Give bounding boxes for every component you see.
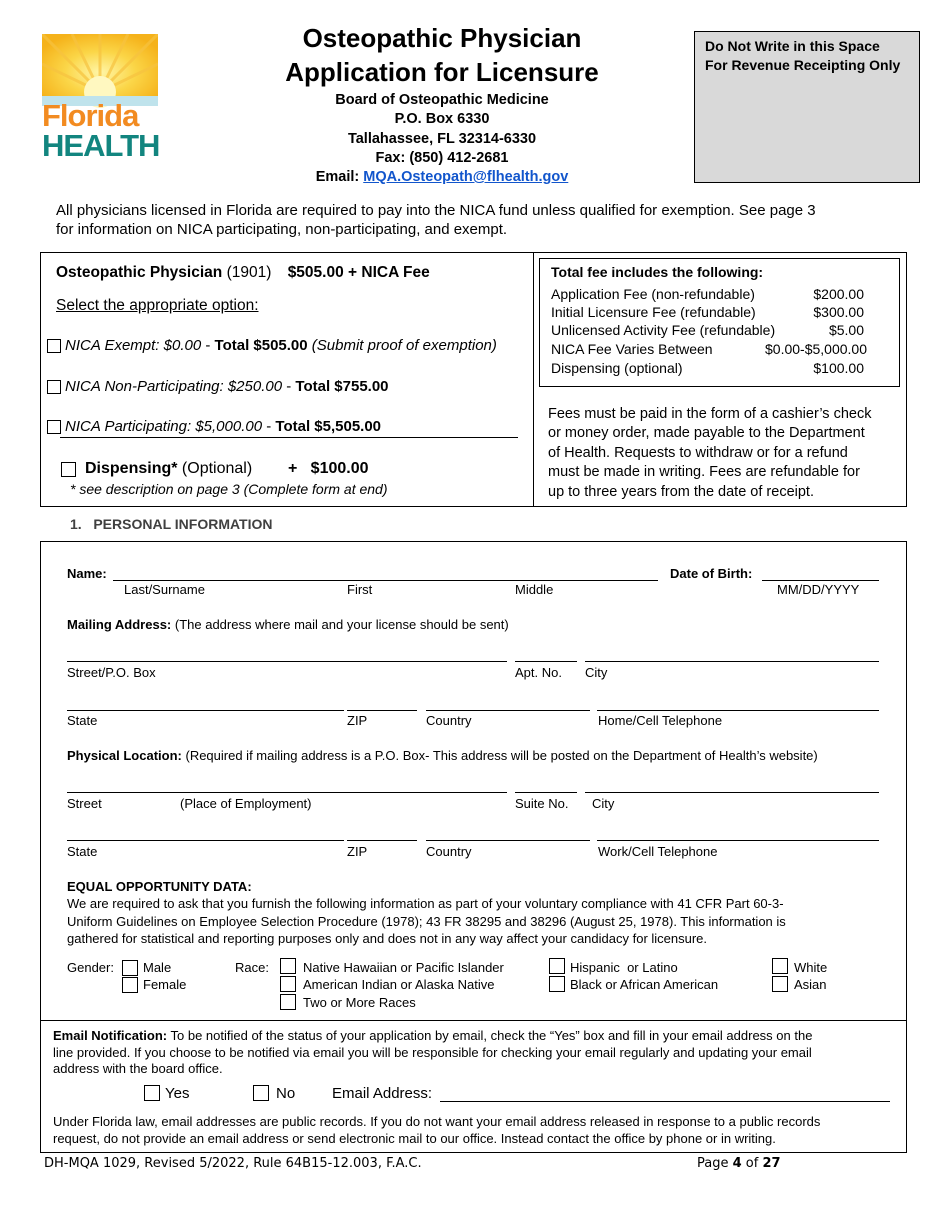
mail-country-label: Country — [426, 713, 472, 728]
phys-state-line[interactable] — [67, 840, 344, 841]
select-option-label: Select the appropriate option: — [56, 297, 259, 314]
race-black-checkbox[interactable] — [549, 976, 565, 992]
page-mid: of — [741, 1156, 763, 1171]
phys-street-label: Street — [67, 796, 102, 811]
phys-suite-line[interactable] — [515, 792, 577, 793]
nica-nonparticipating-total: Total $755.00 — [295, 378, 389, 395]
race-native-hawaiian-checkbox[interactable] — [280, 958, 296, 974]
mail-state-line[interactable] — [67, 710, 344, 711]
email-address-input-line[interactable] — [440, 1101, 890, 1102]
page-number — [697, 1155, 781, 1172]
email-no-label: No — [276, 1085, 296, 1102]
mail-zip-line[interactable] — [347, 710, 417, 711]
eeo-text-line: Uniform Guidelines on Employee Selection Procedure (1978); 43 FR 38295 and 38296 (August 25, 1978). This information is — [67, 914, 786, 929]
fee-item-amount: $100.00 — [813, 360, 864, 376]
phys-zip-line[interactable] — [347, 840, 417, 841]
race-white-checkbox[interactable] — [772, 958, 788, 974]
nica-exempt-label: NICA Exempt: $0.00 — [65, 337, 202, 354]
phys-phone-line[interactable] — [597, 840, 879, 841]
gender-male-checkbox[interactable] — [122, 960, 138, 976]
mail-apt-label: Apt. No. — [515, 665, 562, 680]
section-personal-information-heading: 1. PERSONAL INFORMATION — [70, 516, 273, 532]
email-notification-text — [53, 1028, 812, 1044]
nica-nonparticipating-option — [65, 378, 389, 396]
physical-location-desc: (Required if mailing address is a P.O. Box- This address will be posted on the Department of Health’s website) — [181, 748, 818, 763]
race-two-or-more-label: Two or More Races — [303, 995, 416, 1010]
mail-state-label: State — [67, 713, 98, 728]
mailing-address-heading — [67, 617, 509, 633]
email-line — [230, 168, 654, 186]
name-input-line[interactable] — [113, 580, 658, 581]
phys-city-line[interactable] — [585, 792, 879, 793]
dispensing-note: * see description on page 3 (Complete form at end) — [70, 481, 388, 497]
payment-note-line: up to three years from the date of receipt. — [548, 484, 814, 500]
nica-exempt-total: Total $505.00 — [214, 337, 308, 354]
logo-word-florida: Florida — [42, 98, 139, 133]
race-native-hawaiian-label: Native Hawaiian or Pacific Islander — [303, 960, 504, 975]
total-fee-box-title: Total fee includes the following: — [551, 264, 764, 280]
revenue-box-line1: Do Not Write in this Space — [705, 38, 880, 54]
race-asian-label: Asian — [794, 977, 827, 992]
email-notification-line: line provided. If you choose to be notified via email you will be responsible for checking your email regularly and updating your email — [53, 1045, 812, 1060]
fee-item-amount: $0.00-$5,000.00 — [765, 341, 867, 357]
mailing-address-label: Mailing Address: — [67, 617, 172, 632]
race-label: Race: — [235, 960, 269, 975]
fee-item-amount: $5.00 — [828, 322, 864, 338]
email-no-checkbox[interactable] — [253, 1085, 269, 1101]
gender-female-checkbox[interactable] — [122, 977, 138, 993]
phys-employment-label: (Place of Employment) — [180, 796, 312, 811]
nica-nonparticipating-sep: - — [282, 378, 296, 395]
nica-nonparticipating-checkbox[interactable] — [47, 380, 61, 394]
form-id: DH-MQA 1029, Revised 5/2022, Rule 64B15-12.003, F.A.C. — [44, 1156, 422, 1171]
email-notification-desc: To be notified of the status of your application by email, check the “Yes” box and fill in your email address on the — [167, 1028, 813, 1043]
payment-note-line: must be made in writing. Fees are refundable for — [548, 464, 860, 480]
dispensing-checkbox[interactable] — [61, 462, 76, 477]
race-hispanic-checkbox[interactable] — [549, 958, 565, 974]
mail-city-label: City — [585, 665, 608, 680]
email-label: Email: — [315, 169, 360, 185]
board-email-link[interactable]: MQA.Osteopath@flhealth.gov — [363, 169, 569, 185]
nica-participating-option — [65, 418, 381, 436]
profession-fee: $505.00 + NICA Fee — [287, 264, 430, 281]
name-sub-first: First — [347, 582, 373, 597]
profession-name: Osteopathic Physician — [56, 264, 223, 281]
dispensing-optional: (Optional) — [181, 460, 253, 477]
profession-code: (1901) — [226, 264, 272, 281]
race-black-label: Black or African American — [570, 977, 719, 992]
race-hispanic-label: Hispanic or Latino — [570, 960, 678, 975]
fee-item-name: Initial Licensure Fee (refundable) — [551, 304, 756, 320]
nica-participating-total: Total $5,505.00 — [275, 418, 382, 435]
phys-phone-label: Work/Cell Telephone — [598, 844, 718, 859]
page-title-line1: Osteopathic Physician — [302, 23, 582, 53]
fee-section-divider — [533, 252, 534, 507]
nica-participating-sep: - — [262, 418, 276, 435]
mail-phone-label: Home/Cell Telephone — [598, 713, 723, 728]
mail-phone-line[interactable] — [597, 710, 879, 711]
fax-number: Fax: (850) 412-2681 — [375, 150, 509, 166]
dispensing-label: Dispensing* — [85, 460, 178, 477]
page-title-line2: Application for Licensure — [285, 57, 599, 87]
public-records-line: request, do not provide an email address or send electronic mail to our office. Instead contact the office by phone or in writing. — [53, 1131, 776, 1146]
gender-label: Gender: — [67, 960, 114, 975]
gender-male-label: Male — [143, 960, 172, 975]
email-notification-line: address with the board office. — [53, 1061, 223, 1076]
fee-item-name: Dispensing (optional) — [551, 360, 683, 376]
mail-street-label: Street/P.O. Box — [67, 665, 156, 680]
nica-intro-line1: All physicians licensed in Florida are required to pay into the NICA fund unless qualified for exemption. See page 3 — [56, 202, 816, 219]
page-total: 27 — [762, 1156, 781, 1171]
fee-item-amount: $200.00 — [813, 286, 864, 302]
logo-word-health: HEALTH — [42, 128, 160, 163]
name-label: Name: — [67, 566, 107, 581]
phys-suite-label: Suite No. — [515, 796, 569, 811]
race-american-indian-checkbox[interactable] — [280, 976, 296, 992]
nica-participating-underline — [60, 437, 518, 438]
page-current: 4 — [732, 1156, 742, 1171]
race-american-indian-label: American Indian or Alaska Native — [303, 977, 495, 992]
mail-country-line[interactable] — [426, 710, 590, 711]
payment-note-line: of Health. Requests to withdraw or for a refund — [548, 445, 848, 461]
name-sub-last: Last/Surname — [124, 582, 205, 597]
nica-exempt-checkbox[interactable] — [47, 339, 61, 353]
email-yes-checkbox[interactable] — [144, 1085, 160, 1101]
physical-location-label: Physical Location: — [67, 748, 182, 763]
fee-item-name: Unlicensed Activity Fee (refundable) — [551, 322, 776, 338]
payment-note-line: or money order, made payable to the Department — [548, 425, 865, 441]
revenue-receipting-box — [694, 31, 920, 183]
phys-city-label: City — [592, 796, 615, 811]
nica-intro-line2: for information on NICA participating, non-participating, and exempt. — [56, 221, 508, 238]
race-asian-checkbox[interactable] — [772, 976, 788, 992]
dob-label: Date of Birth: — [670, 566, 753, 581]
physical-location-heading — [67, 748, 818, 764]
po-box: P.O. Box 6330 — [394, 111, 490, 127]
race-white-label: White — [794, 960, 828, 975]
gender-female-label: Female — [143, 977, 187, 992]
eeo-heading: EQUAL OPPORTUNITY DATA: — [67, 879, 252, 894]
phys-country-line[interactable] — [426, 840, 590, 841]
email-address-label: Email Address: — [332, 1085, 433, 1102]
dob-input-line[interactable] — [762, 580, 879, 581]
mail-apt-line[interactable] — [515, 661, 577, 662]
phys-zip-label: ZIP — [347, 844, 368, 859]
mailing-address-desc: (The address where mail and your license should be sent) — [171, 617, 509, 632]
phys-country-label: Country — [426, 844, 472, 859]
revenue-box-line2: For Revenue Receipting Only — [705, 57, 901, 73]
city-address: Tallahassee, FL 32314-6330 — [347, 131, 537, 147]
name-sub-middle: Middle — [515, 582, 554, 597]
public-records-line: Under Florida law, email addresses are public records. If you do not want your email address released in response to a public records — [53, 1114, 821, 1129]
phys-street-line[interactable] — [67, 792, 507, 793]
payment-note-line: Fees must be paid in the form of a cashier’s check — [548, 406, 872, 422]
email-notification-label: Email Notification: — [53, 1028, 168, 1043]
nica-participating-checkbox[interactable] — [47, 420, 61, 434]
fee-item-name: NICA Fee Varies Between — [551, 341, 713, 357]
profession-line — [56, 263, 430, 282]
eeo-text-line: We are required to ask that you furnish the following information as part of your voluntary compliance with 41 CFR Part 60-3- — [67, 896, 784, 911]
nica-exempt-option — [65, 337, 497, 355]
dispensing-option — [85, 459, 252, 478]
phys-state-label: State — [67, 844, 98, 859]
nica-nonparticipating-label: NICA Non-Participating: $250.00 — [65, 378, 283, 395]
dob-format: MM/DD/YYYY — [777, 582, 860, 597]
fee-item-amount: $300.00 — [813, 304, 864, 320]
mail-street-line[interactable] — [67, 661, 507, 662]
mail-zip-label: ZIP — [347, 713, 368, 728]
email-yes-label: Yes — [165, 1085, 190, 1102]
board-name: Board of Osteopathic Medicine — [335, 92, 549, 108]
nica-exempt-note: (Submit proof of exemption) — [307, 337, 497, 354]
nica-exempt-sep: - — [201, 337, 215, 354]
eeo-text-line: gathered for statistical and reporting purposes only and does not in any way affect your candidacy for licensure. — [67, 931, 708, 946]
page-prefix: Page — [697, 1156, 733, 1171]
mail-city-line[interactable] — [585, 661, 879, 662]
fee-item-name: Application Fee (non-refundable) — [551, 286, 755, 302]
race-two-or-more-checkbox[interactable] — [280, 994, 296, 1010]
nica-participating-label: NICA Participating: $5,000.00 — [65, 418, 263, 435]
dispensing-fee: + $100.00 — [288, 460, 369, 477]
email-section-divider — [40, 1020, 907, 1021]
